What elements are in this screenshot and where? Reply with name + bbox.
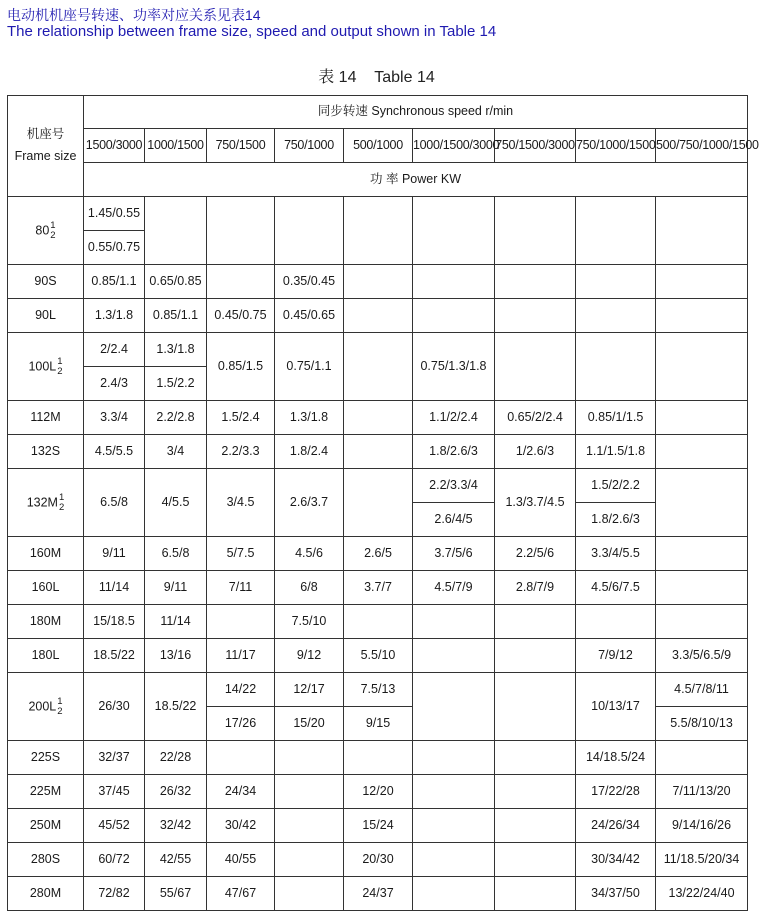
power-cell: 1.45/0.55: [84, 197, 145, 231]
power-cell: 12/17: [275, 673, 344, 707]
power-cell: 4.5/6: [275, 537, 344, 571]
power-cell: 11/17: [207, 639, 275, 673]
power-cell: 2.2/3.3: [207, 435, 275, 469]
power-cell: 60/72: [84, 843, 145, 877]
power-cell: 10/13/17: [576, 673, 656, 741]
power-cell: 0.85/1.1: [84, 265, 145, 299]
frame-112m: 112M: [8, 401, 84, 435]
power-cell: 72/82: [84, 877, 145, 911]
frame-160m: 160M: [8, 537, 84, 571]
frame-90s: 90S: [8, 265, 84, 299]
power-cell: 34/37/50: [576, 877, 656, 911]
power-cell: 2.8/7/9: [495, 571, 576, 605]
power-cell: 7/11/13/20: [656, 775, 748, 809]
power-cell: 2.6/5: [344, 537, 413, 571]
speed-col-8: 750/1000/1500: [576, 129, 656, 163]
power-cell: 14/22: [207, 673, 275, 707]
power-cell: 9/11: [145, 571, 207, 605]
heading-english: The relationship between frame size, speed and output shown in Table 14: [7, 23, 497, 40]
power-cell: 9/15: [344, 707, 413, 741]
power-cell: 4.5/7/9: [413, 571, 495, 605]
power-cell: 26/30: [84, 673, 145, 741]
power-cell: 5/7.5: [207, 537, 275, 571]
frame-250m: 250M: [8, 809, 84, 843]
power-cell: 9/12: [275, 639, 344, 673]
power-cell: 0.35/0.45: [275, 265, 344, 299]
power-cell: 0.85/1.1: [145, 299, 207, 333]
power-cell: 32/37: [84, 741, 145, 775]
power-cell: 1.3/1.8: [84, 299, 145, 333]
frame-160l: 160L: [8, 571, 84, 605]
power-cell: 3.3/5/6.5/9: [656, 639, 748, 673]
power-cell: 47/67: [207, 877, 275, 911]
power-cell: 11/14: [145, 605, 207, 639]
power-cell: 40/55: [207, 843, 275, 877]
power-cell: 6.5/8: [145, 537, 207, 571]
power-cell: 0.85/1.5: [207, 333, 275, 401]
frame-132s: 132S: [8, 435, 84, 469]
power-cell: 1.8/2.6/3: [576, 503, 656, 537]
power-cell: 5.5/8/10/13: [656, 707, 748, 741]
power-cell: 4.5/5.5: [84, 435, 145, 469]
frame-180l: 180L: [8, 639, 84, 673]
power-cell: 7.5/13: [344, 673, 413, 707]
power-cell: 9/14/16/26: [656, 809, 748, 843]
power-cell: 0.75/1.3/1.8: [413, 333, 495, 401]
power-cell: 32/42: [145, 809, 207, 843]
power-cell: 2.6/3.7: [275, 469, 344, 537]
power-cell: 3/4.5: [207, 469, 275, 537]
power-cell: 24/37: [344, 877, 413, 911]
speed-col-1: 1500/3000: [84, 129, 145, 163]
power-cell: 1.1/2/2.4: [413, 401, 495, 435]
power-cell: 14/18.5/24: [576, 741, 656, 775]
frame-size-header: [8, 96, 84, 197]
power-cell: 2.6/4/5: [413, 503, 495, 537]
power-cell: 24/26/34: [576, 809, 656, 843]
power-cell: 2.2/5/6: [495, 537, 576, 571]
power-cell: 13/22/24/40: [656, 877, 748, 911]
power-cell: 0.75/1.1: [275, 333, 344, 401]
frame-280m: 280M: [8, 877, 84, 911]
power-cell: 30/34/42: [576, 843, 656, 877]
frame-225s: 225S: [8, 741, 84, 775]
power-cell: 1.3/1.8: [145, 333, 207, 367]
power-cell: 4/5.5: [145, 469, 207, 537]
frame-size-header-en: Frame size: [14, 149, 77, 163]
power-cell: 3.7/7: [344, 571, 413, 605]
power-cell: 13/16: [145, 639, 207, 673]
power-cell: 18.5/22: [145, 673, 207, 741]
power-cell: 20/30: [344, 843, 413, 877]
power-cell: 0.65/0.85: [145, 265, 207, 299]
power-cell: 9/11: [84, 537, 145, 571]
power-cell: 6/8: [275, 571, 344, 605]
frame-100l: 100L 1 2: [8, 333, 84, 401]
power-cell: 3.7/5/6: [413, 537, 495, 571]
power-cell: 2.2/3.3/4: [413, 469, 495, 503]
power-cell: 0.65/2/2.4: [495, 401, 576, 435]
frame-180m: 180M: [8, 605, 84, 639]
power-cell: 17/22/28: [576, 775, 656, 809]
power-cell: 1.5/2.2: [145, 367, 207, 401]
power-cell: 11/18.5/20/34: [656, 843, 748, 877]
power-cell: 42/55: [145, 843, 207, 877]
speed-col-2: 1000/1500: [145, 129, 207, 163]
power-cell: 1/2.6/3: [495, 435, 576, 469]
power-cell: 17/26: [207, 707, 275, 741]
power-cell: 15/20: [275, 707, 344, 741]
power-cell: 45/52: [84, 809, 145, 843]
speed-col-9: 500/750/1000/1500: [656, 129, 748, 163]
power-cell: 6.5/8: [84, 469, 145, 537]
power-cell: 4.5/7/8/11: [656, 673, 748, 707]
power-header: 功 率 Power KW: [84, 163, 748, 197]
speed-col-4: 750/1000: [275, 129, 344, 163]
power-cell: 11/14: [84, 571, 145, 605]
frame-132m: 132M 1 2: [8, 469, 84, 537]
power-cell: 30/42: [207, 809, 275, 843]
power-cell: 15/18.5: [84, 605, 145, 639]
power-cell: 2.2/2.8: [145, 401, 207, 435]
power-cell: 15/24: [344, 809, 413, 843]
power-cell: 7/9/12: [576, 639, 656, 673]
power-cell: 7/11: [207, 571, 275, 605]
power-cell: 18.5/22: [84, 639, 145, 673]
power-cell: 3/4: [145, 435, 207, 469]
frame-225m: 225M: [8, 775, 84, 809]
power-cell: 55/67: [145, 877, 207, 911]
power-cell: 0.55/0.75: [84, 231, 145, 265]
speed-col-7: 750/1500/3000: [495, 129, 576, 163]
power-cell: 2/2.4: [84, 333, 145, 367]
table-caption: 表 14 Table 14: [318, 69, 435, 86]
frame-80: 80 1 2: [8, 197, 84, 265]
power-cell: 1.3/3.7/4.5: [495, 469, 576, 537]
power-cell: 1.1/1.5/1.8: [576, 435, 656, 469]
power-cell: 1.5/2/2.2: [576, 469, 656, 503]
power-cell: 1.8/2.4: [275, 435, 344, 469]
frame-size-header-cn: 机座号: [26, 127, 65, 142]
power-cell: 5.5/10: [344, 639, 413, 673]
power-cell: 3.3/4/5.5: [576, 537, 656, 571]
power-cell: 2.4/3: [84, 367, 145, 401]
frame-280s: 280S: [8, 843, 84, 877]
power-cell: 4.5/6/7.5: [576, 571, 656, 605]
power-cell: 0.45/0.65: [275, 299, 344, 333]
sync-speed-header: 同步转速 Synchronous speed r/min: [84, 96, 748, 129]
power-cell: 7.5/10: [275, 605, 344, 639]
power-cell: 1.5/2.4: [207, 401, 275, 435]
speed-col-3: 750/1500: [207, 129, 275, 163]
frame-200l: 200L 1 2: [8, 673, 84, 741]
power-cell: 37/45: [84, 775, 145, 809]
heading-chinese: 电动机机座号转速、功率对应关系见表14: [7, 7, 261, 23]
power-cell: 1.3/1.8: [275, 401, 344, 435]
speed-col-5: 500/1000: [344, 129, 413, 163]
power-cell: 0.85/1/1.5: [576, 401, 656, 435]
speed-col-6: 1000/1500/3000: [413, 129, 495, 163]
power-cell: 26/32: [145, 775, 207, 809]
power-cell: 1.8/2.6/3: [413, 435, 495, 469]
frame-speed-power-table: [7, 95, 759, 911]
power-cell: 24/34: [207, 775, 275, 809]
power-cell: 3.3/4: [84, 401, 145, 435]
power-cell: 12/20: [344, 775, 413, 809]
power-cell: 0.45/0.75: [207, 299, 275, 333]
frame-90l: 90L: [8, 299, 84, 333]
power-cell: 22/28: [145, 741, 207, 775]
